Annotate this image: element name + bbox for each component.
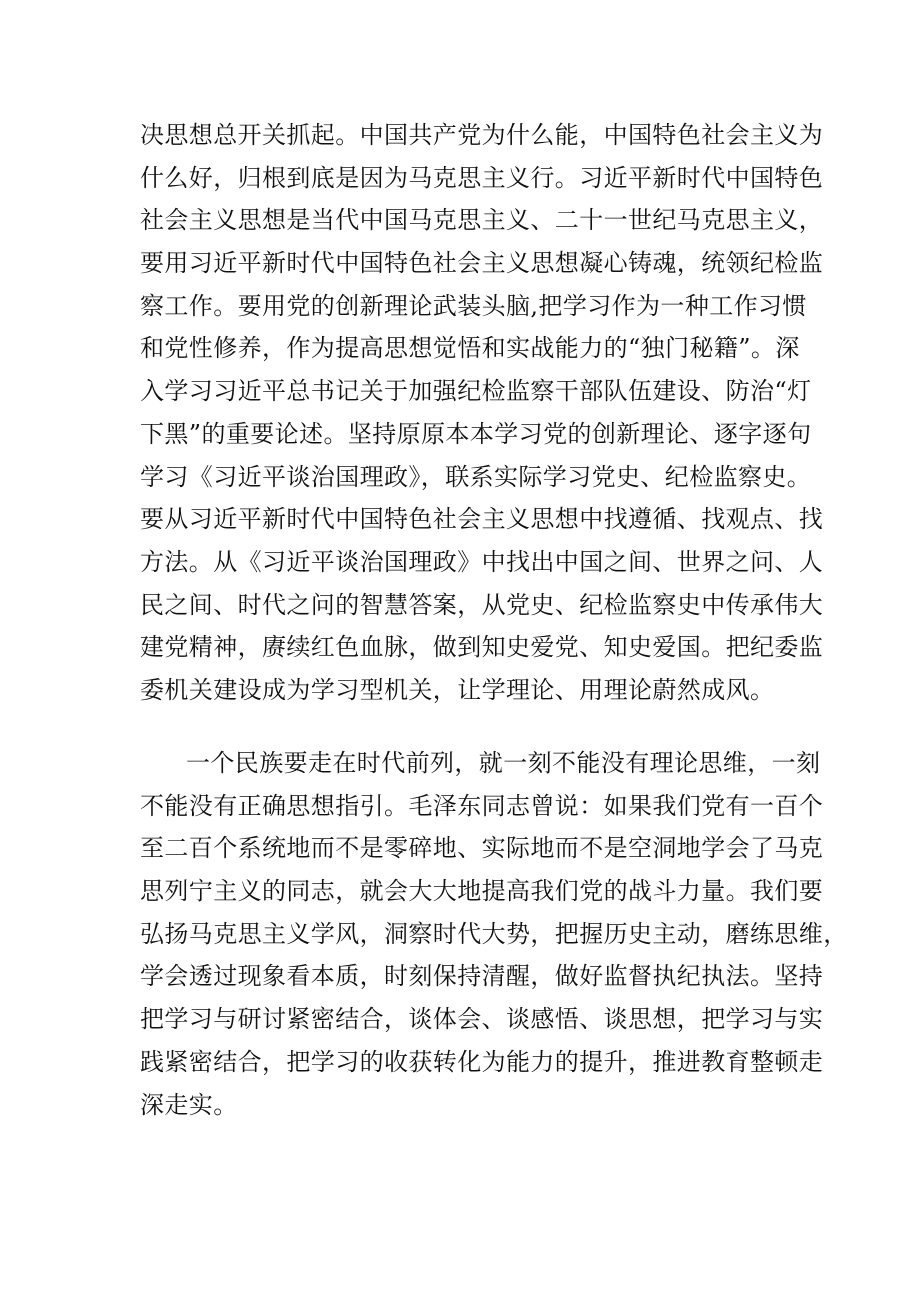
text-line: 和党性修养，作为提高思想觉悟和实战能力的“独门秘籍”。深 [140,334,800,363]
text-line: 要从习近平新时代中国特色社会主义思想中找遵循、找观点、找 [140,505,824,534]
text-line: 思列宁主义的同志，就会大大地提高我们党的战斗力量。我们要 [140,877,824,906]
text-line: 弘扬马克思主义学风，洞察时代大势，把握历史主动，磨练思维， [140,919,848,948]
text-line: 入学习习近平总书记关于加强纪检监察干部队伍建设、防治“灯 [140,377,812,406]
text-line: 学习《习近平谈治国理政》，联系实际学习党史、纪检监察史。 [140,462,812,491]
text-line: 社会主义思想是当代中国马克思主义、二十一世纪马克思主义， [140,206,824,235]
text-line: 践紧密结合，把学习的收获转化为能力的提升，推进教育整顿走 [140,1047,824,1076]
paragraph-2 [140,742,848,1126]
paragraph-1 [140,114,824,712]
text-line: 委机关建设成为学习型机关，让学理论、用理论蔚然成风。 [140,675,775,704]
text-line: 方法。从《习近平谈治国理政》中找出中国之间、世界之问、人 [140,547,824,576]
text-line: 不能没有正确思想指引。毛泽东同志曾说：如果我们党有一百个 [140,791,824,820]
text-line: 下黑”的重要论述。坚持原原本本学习党的创新理论、逐字逐句 [140,419,812,448]
text-line: 学会透过现象看本质，时刻保持清醒，做好监督执纪执法。坚持 [140,962,824,991]
text-line: 察工作。要用党的创新理论武装头脑,把学习作为一种工作习惯 [140,291,807,320]
text-line: 一个民族要走在时代前列，就一刻不能没有理论思维，一刻 [186,749,821,777]
text-line: 至二百个系统地而不是零碎地、实际地而不是空洞地学会了马克 [140,834,824,863]
text-line: 要用习近平新时代中国特色社会主义思想凝心铸魂，统领纪检监 [140,249,824,278]
text-line: 民之间、时代之问的智慧答案，从党史、纪检监察史中传承伟大 [140,590,824,619]
text-line: 建党精神，赓续红色血脉，做到知史爱党、知史爱国。把纪委监 [140,633,824,662]
text-line: 把学习与研讨紧密结合，谈体会、谈感悟、谈思想，把学习与实 [140,1005,824,1034]
text-line: 什么好，归根到底是因为马克思主义行。习近平新时代中国特色 [140,163,824,192]
text-line: 深走实。 [140,1090,238,1119]
text-line: 决思想总开关抓起。中国共产党为什么能，中国特色社会主义为 [140,121,824,149]
